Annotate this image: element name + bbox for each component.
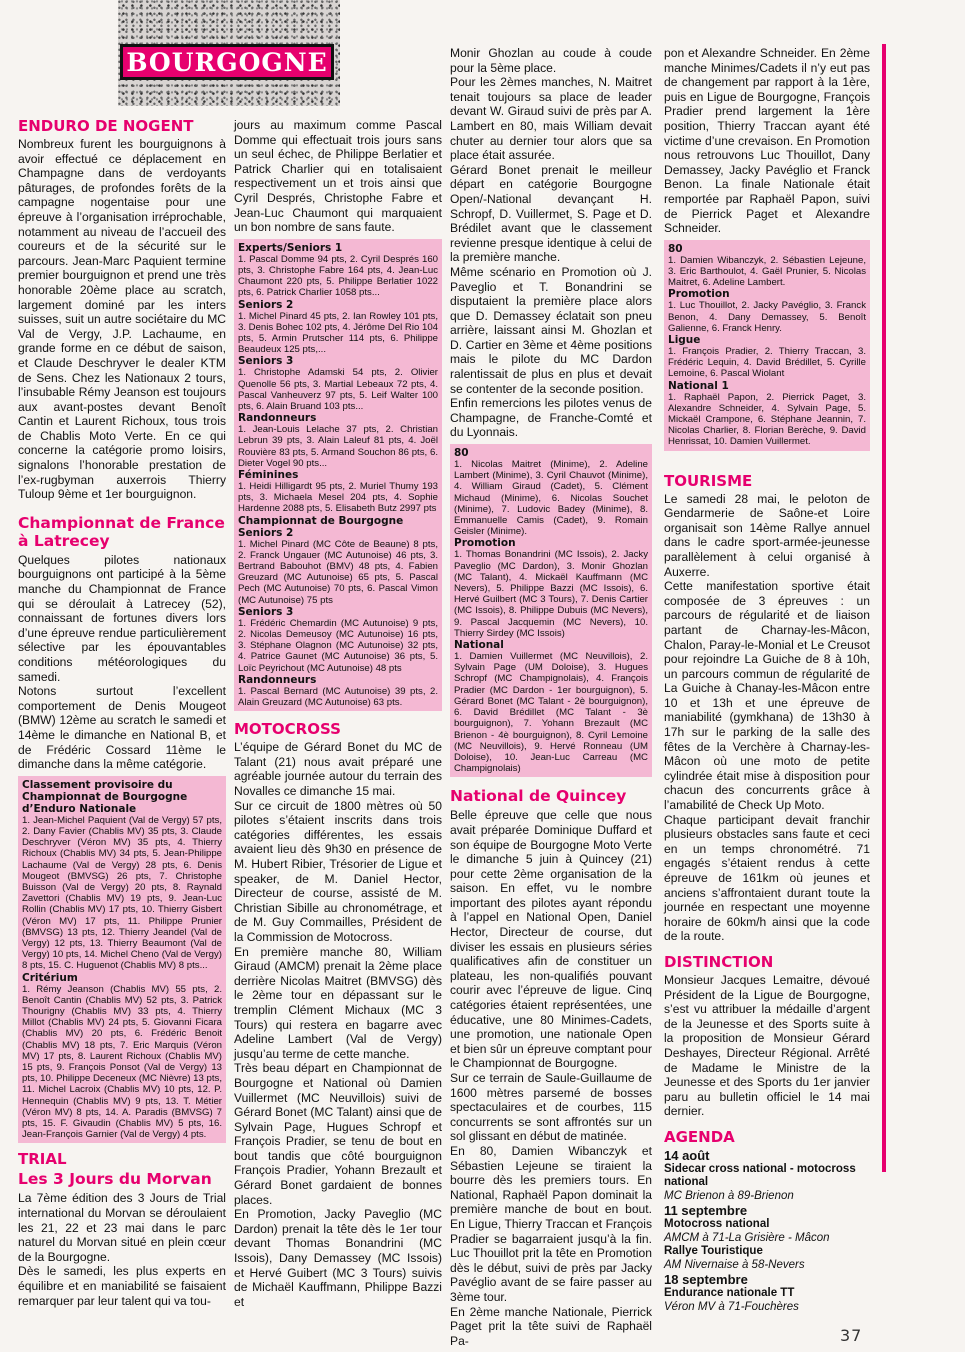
quincey-continued-text: pon et Alexandre Schneider. En 2ème manche Minimes/Cadets il n’y eut pas de changement par rapport à la 1ère, puis en Ligue de Bourgogne, François Pradier prend largement la 1ère position, Thierry Traccan ayant été victime d’une crevaison. En Promotion nous retrouvons Luc Thouillot, Dany Demassey, Jacky Pavéglio et Franck Benon. La finale Nationale était remportée par Raphaël Papon, suivi de Pierrick Paget et Alexandre Schneider.: [664, 46, 870, 236]
distinction-heading: DISTINCTION: [664, 952, 774, 971]
results-text: 1. Christophe Adamski 54 pts, 2. Olivier Quenolle 56 pts, 3. Martial Lebeaux 72 pts, 4. Pascal Vanheuverz 97 pts, 5. Leif Walter 100 pts, 6. Alain Bruand 103 pts...: [238, 367, 438, 412]
agenda-list: [664, 1148, 870, 1315]
results-heading: Experts/Seniors 1: [238, 241, 343, 254]
results-text: 1. Luc Thouillot, 2. Jacky Pavéglio, 3. Franck Benon, 4. Dany Demassey, 5. Benoît Galienne, 6. Franck Henry.: [668, 300, 866, 334]
results-text: 1. Heidi Hilligardt 95 pts, 2. Muriel Thumy 193 pts, 3. Michaela Mesel 204 pts, 4. Sophie Hardenne 2088 pts, 5. Elisabeth Butz 2997 pts: [238, 481, 438, 515]
results-text: 1. Thomas Bonandrini (MC Issois), 2. Jacky Paveglio (MC Dardon), 3. Monir Ghozlan (MC Talant), 4. Mickaël Kauffmann (MC Nevers), 5. Philippe Bazzi (MC Issois), 6. Hervé Guilbert (MC 3 Tours), 7. Denis Cartier (MC Issois), 8. Philippe Dubuis (MC Nevers), 9. Pascal Jacquemin (MC Nevers), 10. Thierry Sirdey (MC Issois): [454, 549, 648, 639]
results-text: 1. Nicolas Maitret (Minime), 2. Adeline Lambert (Minime), 3. Cyril Chauvot (Minime), 4. William Giraud (Cadet), 5. Clément Michaud (Minime), 6. Nicolas Souchet (Minime), 7. Ludovic Badey (Minime), 8. Emmanuelle Camis (Cadet), 9. Romain Geisler (Minime).: [454, 459, 648, 538]
agenda-event: Endurance nationale TT: [664, 1287, 795, 1300]
agenda-location: MC Brienon à 89-Brienon: [664, 1189, 794, 1202]
results-text: 1. Frédéric Chemardin (MC Autunoise) 9 pts, 2. Nicolas Demeusoy (MC Autunoise) 16 pts, 3. Stéphane Olagnon (MC Autunoise) 32 pts, 4. Patrice Gaunet (MC Autunoise) 36 pts, 5. Loïc Peyrichout (MC Autunoise) 48 pts: [238, 617, 438, 674]
results-heading: Seniors 3: [238, 605, 294, 618]
tourisme-heading: TOURISME: [664, 471, 753, 490]
standings-text: 1. Jean-Michel Paquient (Val de Vergy) 57 pts, 2. Dany Favier (Chablis MV) 35 pts, 3. Claude Deschryver (Véron MV) 35 pts, 4. Thierry Richoux (Chablis MV) 34 pts, 5. Jean-Philippe Lachaume (Val de Vergy) 28 pts, 6. Denis Mougeot (BMVSG) 26 pts, 7. Christophe Buisson (Val de Vergy) 20 pts, 8. Raynald Zavettori (Chablis MV) 19 pts, 9. Jean-Luc Rollin (Chablis MV) 17 pts, 10. Thierry Gisbert (Véron MV) 17 pts, 11. Philippe Prunier (BMVSG) 13 pts, 12. Thierry Jeandel (Val de Vergy) 12 pts, 13. Thierry Beaumont (Val de Vergy) 10 pts, 14. Michel Cheno (Val de Vergy) 8 pts, 15. C. Huguenot (Chablis MV) 8 pts...: [22, 814, 222, 972]
results-text: 1. Jean-Louis Lelache 37 pts, 2. Christian Lebrun 39 pts, 3. Alain Laleuf 81 pts, 4. Joël Rouvière 83 pts, 5. Armand Souchon 86 pts, 6. Dieter Vogel 90 pts...: [238, 424, 438, 469]
results-heading: Féminines: [238, 469, 299, 481]
agenda-event: Motocross national: [664, 1218, 770, 1231]
margin-rule: [882, 44, 886, 1172]
trial-heading: TRIAL: [18, 1150, 67, 1169]
agenda-item: [664, 1272, 870, 1314]
column-3: [450, 46, 652, 1348]
results-text: 1. François Pradier, 2. Thierry Traccan, 3. Frédéric Lequin, 4. David Brédillet, 5. Cyrille Lemoine, 6. Pascal Wiolant: [668, 345, 866, 380]
results-heading: Randonneurs: [238, 412, 317, 425]
trial-subheading: Les 3 Jours du Morvan: [18, 1170, 212, 1189]
results-heading: Seniors 2: [238, 298, 294, 311]
results-heading: Randonneurs: [238, 673, 317, 686]
results-heading: Promotion: [668, 288, 730, 301]
results-text: 1. Pascal Domme 94 pts, 2. Cyril Després 160 pts, 3. Christophe Fabre 164 pts, 4. Jean-Luc Chaumont 220 pts, 5. Philippe Berlatier 1022 pts, 6. Patrick Charlier 1058 pts...: [238, 253, 438, 299]
page-number: 37: [840, 1326, 863, 1345]
results-heading: 80: [668, 242, 683, 255]
trial-text: La 7ème édition des 3 Jours de Trial international du Morvan se déroulaient les 21, 22 et 23 mai dans le parc naturel du Morvan situé en plein cœur de la Bourgogne. Dès le samedi, les plus experts en équilibre et en maniabilité se faisaient remarquer par leur talent qui va tou-: [18, 1191, 226, 1308]
agenda-event: Sidecar cross national - motocross national: [664, 1162, 856, 1189]
standings-heading: Classement provisoire du Championnat de Bourgogne d’Enduro Nationale: [22, 778, 188, 815]
results-heading: Promotion: [454, 537, 516, 550]
results-heading: Championnat de Bourgogne Seniors 2: [238, 514, 404, 539]
enduro-text: Nombreux furent les bourguignons à avoir effectué ce déplacement en Champagne dans de verdoyants pâturages, de profondes forêts de la campagne nogentaise pour une épreuve à l’organisation irréprochable, notamment au niveau de l’accueil des coureurs et de la sécurité sur le parcours. Jean-Marc Paquient termine premier bourguignon et prend une très honorable 20ème place au scratch, largement dominé par les inters suisses, suit un autre sociétaire du MC Val de Vergy, J.P. Lachaume, en grande forme en ce début de saison, et Claude Deschryver le dealer KTM de Sens. Chez les Nationaux 2 tours, l’insubable Rémy Jeanson est toujours aux avant-postes devant Benoît Cantin et Laurent Richoux, tous trois de Chablis Moto Verte. En ce qui concerne la catégorie promo loisirs, signalons l’honorable prestation de l’ex-rugbyman auxerrois Thierry Tuloup 9ème et 1er bourguignon.: [18, 137, 226, 502]
agenda-event: Rallye Touristique: [664, 1245, 763, 1258]
latrecey-text: Quelques pilotes nationaux bourguignons ont participé à la 5ème manche du Championnat de France qui se déroulait à Latrecey (52), connaissant de fortunes divers lors d’une épreuve rendue particulièrement sélective par les épouvantables conditions météorologiques du samedi. Notons surtout l’excellent comportement de Denis Mougeot (BMW) 12ème au scratch le samedi et 14ème le dimanche en National B, et de Frédéric Cossard 11ème le dimanche dans la même catégorie.: [18, 552, 226, 772]
results-text: 1. Damien Vuillermet (MC Neuvillois), 2. Sylvain Page (UM Doloise), 3. Hugues Schropf (MC Champignolais), 4. François Pradier (MC Dardon - 1er bourguignon), 5. Gérard Bonet (MC Talant - 2è bourguignon), 6. David Brédillet (MC Talant - 3è bourguignon), 7. Yohann Brezault (MC Brienon - 4è bourguignon), 8. Cyril Lemoine (MC Neuvillois), 9. Hervé Ronneau (UM Doloise), 10. Jean-Luc Carreau (MC Champignolais): [454, 651, 648, 775]
agenda-heading: AGENDA: [664, 1127, 735, 1146]
results-heading: National: [454, 639, 504, 652]
agenda-location: AM Nivernaise à 58-Nevers: [664, 1258, 805, 1271]
tourisme-text: Le samedi 28 mai, le peloton de Gendarmerie de Saône-et Loire organisait son 14ème Rallye annuel dans le cadre sport-armée-jeunesse parallèlement à celui organisé à Auxerre. Cette manifestation sportive était composée de 3 épreuves : un parcours de régularité et de liaison partant de Charnay-les-Mâcon, Chalon, Paray-le-Monial et Le Creusot pour rejoindre La Guiche de 8 à 10h, un parcours commun de régularité de La Guiche à Chanay-les-Mâcon entre 10 et 13h et une épreuve de maniabilité (gymkhana) de 13h30 à 17h sur le parking de la salle des fêtes de la Verchère à Charnay-les-Mâcon où une moto de petite cylindrée était mise à disposition pour chacun des concurrents grâce à l’amabilité de Check Up Moto. Chaque participant devait franchir plusieurs obstacles sans faute et ceci en un temps chronométré. 71 engagés s’étaient rendus à cette épreuve de 161km où jeunes et anciens s’affrontaient durant toute la journée en respectant une moyenne horaire de 60km/h ainsi que la code de la route.: [664, 491, 870, 944]
agenda-item: [664, 1148, 870, 1204]
motocross-continued-text: Monir Ghozlan au coude à coude pour la 5ème place. Pour les 2èmes manches, N. Maitret tenait toujours sa place de leader devant W. Giraud suivi de près par A. Lambert en 80, mais William devait chuter au dernier tour alors que sa place était assurée. Gérard Bonet prenait le meilleur départ en catégorie Bourgogne Open/-National devançant H. Schropf, D. Vuillermet, S. Page et D. Brédilet avant que le classement revienne presque identique à celui de la première manche. Même scénario en Promotion où J. Paveglio et T. Bonandrini se disputaient la première place alors que D. Demassey éclatait son pneu arrière, laissant ainsi M. Ghozlan et D. Cartier en 3ème et 4ème positions mais le pilote du MC Dardon ralentissait de plus en plus et devait se contenter de la seconde position. Enfin remercions les pilotes venus de Champagne, de Franche-Comté et du Lyonnais.: [450, 46, 652, 440]
quincey-heading: National de Quincey: [450, 787, 627, 806]
banner-title-box: [120, 44, 334, 80]
agenda-item: [664, 1245, 870, 1272]
distinction-text: Monsieur Jacques Lemaitre, dévoué Président de la Ligue de Bourgogne, s’est vu attribuer la médaille d’argent de la Jeunesse et des Sports suite à la proposition de Monsieur Gérard Deshayes, Directeur Régional. Arrêté de Madame le Ministre de la Jeunesse et des Sports du 1er janvier paru au bulletin officiel le 14 mai dernier.: [664, 972, 870, 1119]
agenda-item: [664, 1203, 870, 1245]
quincey-text: Belle épreuve que celle que nous avait préparée Dominique Duffard et son équipe de Bourgogne Moto Verte le dimanche 5 juin à Quincey (21) pour cette 2ème organisation de la saison. En effet, vu le nombre important des pilotes ayant répondu à l’appel en National Open, Daniel Hector, Directeur de course, dut diviser les essais en plusieurs séries qualificatives afin de constituer un plateau, les non-qualifiés pouvant courir avec l’épreuve de ligue. Cinq catégories étaient représentées, une éducative, une 80 Minimes-Cadets, une promotion, une nationale Open et bien sûr un épreuve comptant pour le Championnat de Bourgogne. Sur ce terrain de Saule-Guillaume de 1600 mètres parsemé de bosses spectaculaires et de courbes, 115 concurrents se sont affrontés sur un sol glissant en début de matinée. En 80, Damien Wibanczyk et Sébastien Lejeune se tiraient la bourre dès les premiers tours. En National, Raphaël Papon dominait la première manche de bout en bout. En Ligue, Thierry Traccan et François Pradier se bagarraient jusqu’à la fin. Luc Thouillot prit la tête en Promotion dès le début, suivi de près par Jacky Pavéglio avant de se faire passer au 3ème tour. En 2ème manche Nationale, Pierrick Paget prit la tête suivi de Raphaël Pa-: [450, 808, 652, 1348]
results-text: 1. Raphaël Papon, 2. Pierrick Paget, 3. Alexandre Schneider, 4. Sylvain Page, 5. Mickaël Crampone, 6. Stéphane Jeannin, 7. Nicolas Charlier, 8. Florian Berèche, 9. David Henrissat, 10. Damien Vuillermet.: [668, 391, 866, 448]
results-text: 1. Pascal Bernard (MC Autunoise) 39 pts, 2. Alain Greuzard (MC Autunoise) 63 pts.: [238, 685, 438, 709]
latrecey-heading: Championnat de France à Latrecey: [18, 513, 225, 550]
agenda-date: 11 septembre: [664, 1203, 748, 1219]
enduro-heading: ENDURO DE NOGENT: [18, 117, 194, 135]
criterium-heading: Critérium: [22, 971, 78, 984]
results-heading: Seniors 3: [238, 355, 294, 368]
agenda-date: 14 août: [664, 1147, 710, 1163]
region-banner: [118, 0, 340, 106]
agenda-date: 18 septembre: [664, 1272, 748, 1288]
motocross-text: L’équipe de Gérard Bonet du MC de Talant (21) nous avait préparé une agréable journée autour du terrain des Novalles ce dimanche 15 mai. Sur ce circuit de 1800 mètres où 50 pilotes s’étaient inscrits dans trois catégories différentes, les essais avaient lieu dès 9h30 en présence de M. Hubert Ribier, Trésorier de Ligue et speaker, de M. Daniel Hector, Directeur de course, assisté de M. Christian Sibille au chronométrage, et de M. Guy Commailles, Président de la Commission de Motocross. En première manche 80, William Giraud (AMCM) prenait la 2ème place derrière Nicolas Maitret (BMVSG) dès le 2ème tour en dépassant sur le tremplin Clément Michaux (MC 3 Tours) qui restera en bagarre avec Adeline Lambert (Val de Vergy) jusqu’au terme de cette manche. Très beau départ en Championnat de Bourgogne et National où Damien Vuillermet (MC Neuvillois) suivi de Gérard Bonet (MC Talant) ainsi que de Sylvain Page, Hugues Schropf et François Pradier, se tenu de bout en bout tandis que côté bourguignon François Pradier, Yohann Brezault et Gérard Bonet gardaient de bonnes places. En Promotion, Jacky Paveglio (MC Dardon) prenait la tête dès le 1er tour devant Thomas Bonandrini (MC Issois), Dany Demassey (MC Issois) et Hervé Guibert (MC 3 Tours) suivis de Michaël Kauffmann, Philippe Bazzi et: [234, 740, 442, 1309]
agenda-location: Véron MV à 71-Fouchères: [664, 1300, 799, 1313]
agenda-location: AMCM à 71-La Grisière - Mâcon: [664, 1231, 830, 1244]
results-heading: National 1: [668, 379, 729, 392]
results-heading: 80: [454, 447, 469, 460]
motocross-heading: MOTOCROSS: [234, 720, 341, 739]
quincey-results-box: [664, 240, 870, 451]
results-text: 1. Damien Wibanczyk, 2. Sébastien Lejeune, 3. Eric Barthoulot, 4. Gaël Prunier, 5. Nicolas Maitret, 6. Adeline Lambert.: [668, 254, 866, 289]
trial-continued-text: jours au maximum comme Pascal Domme qui effectuait trois jours sans un seul échec, de Philippe Berlatier et Patrick Charlier qui en totalisaient respectivement un et trois ainsi que Cyril Després, Christophe Fabre et Jean-Luc Chaumont qui marquaient un bon nombre de sans faute.: [234, 118, 442, 235]
results-heading: Ligue: [668, 333, 701, 346]
motocross-results-box: [450, 444, 652, 777]
column-4: [664, 46, 870, 1314]
criterium-text: 1. Rémy Jeanson (Chablis MV) 55 pts, 2. Benoît Cantin (Chablis MV) 52 pts, 3. Patrick Thourigny (Chablis MV) 33 pts, 4. Thierry Millot (Chablis MV) 24 pts, 5. Giovanni Ficara (Chablis MV) 20 pts, 6. Frédéric Benoit (Chablis MV) 18 pts, 7. Eric Marquis (Véron MV) 17 pts, 8. Laurent Richoux (Chablis MV) 15 pts, 9. François Ponsot (Val de Vergy) 13 pts, 10. Philippe Deceneux (MC Nièvre) 13 pts, 11. Michel Lacroix (Chablis MV) 10 pts, 12. P. Hennequin (Chablis MV) 9 pts, 13. T. Métier (Véron MV) 8 pts, 14. A. Paradis (BMVSG) 7 pts, 15. F. Givaudin (Chablis MV) 5 pts, 16. Jean-François Garnier (Val de Vergy) 4 pts.: [22, 983, 222, 1141]
enduro-standings-box: [18, 776, 226, 1144]
column-2: [234, 118, 442, 1309]
results-text: 1. Michel Pinard (MC Côte de Beaune) 8 pts, 2. Franck Ungauer (MC Autunoise) 46 pts, 3. Bertrand Babouhot (BMV) 48 pts, 4. Fabien Greuzard (MC Autunoise) 65 pts, 5. Pascal Pech (MC Autunoise) 70 pts, 6. Pascal Vimon (MC Autunoise) 75 pts: [238, 538, 438, 606]
column-1: [18, 118, 226, 1308]
banner-title: BOURGOGNE: [126, 47, 328, 77]
trial-results-box: [234, 239, 442, 712]
results-text: 1. Michel Pinard 45 pts, 2. Ian Rowley 101 pts, 3. Denis Bohec 102 pts, 4. Jérôme Del Rio 104 pts, 5. Armin Prutscher 114 pts, 6. Philippe Beaudeux 125 pts,...: [238, 310, 438, 356]
